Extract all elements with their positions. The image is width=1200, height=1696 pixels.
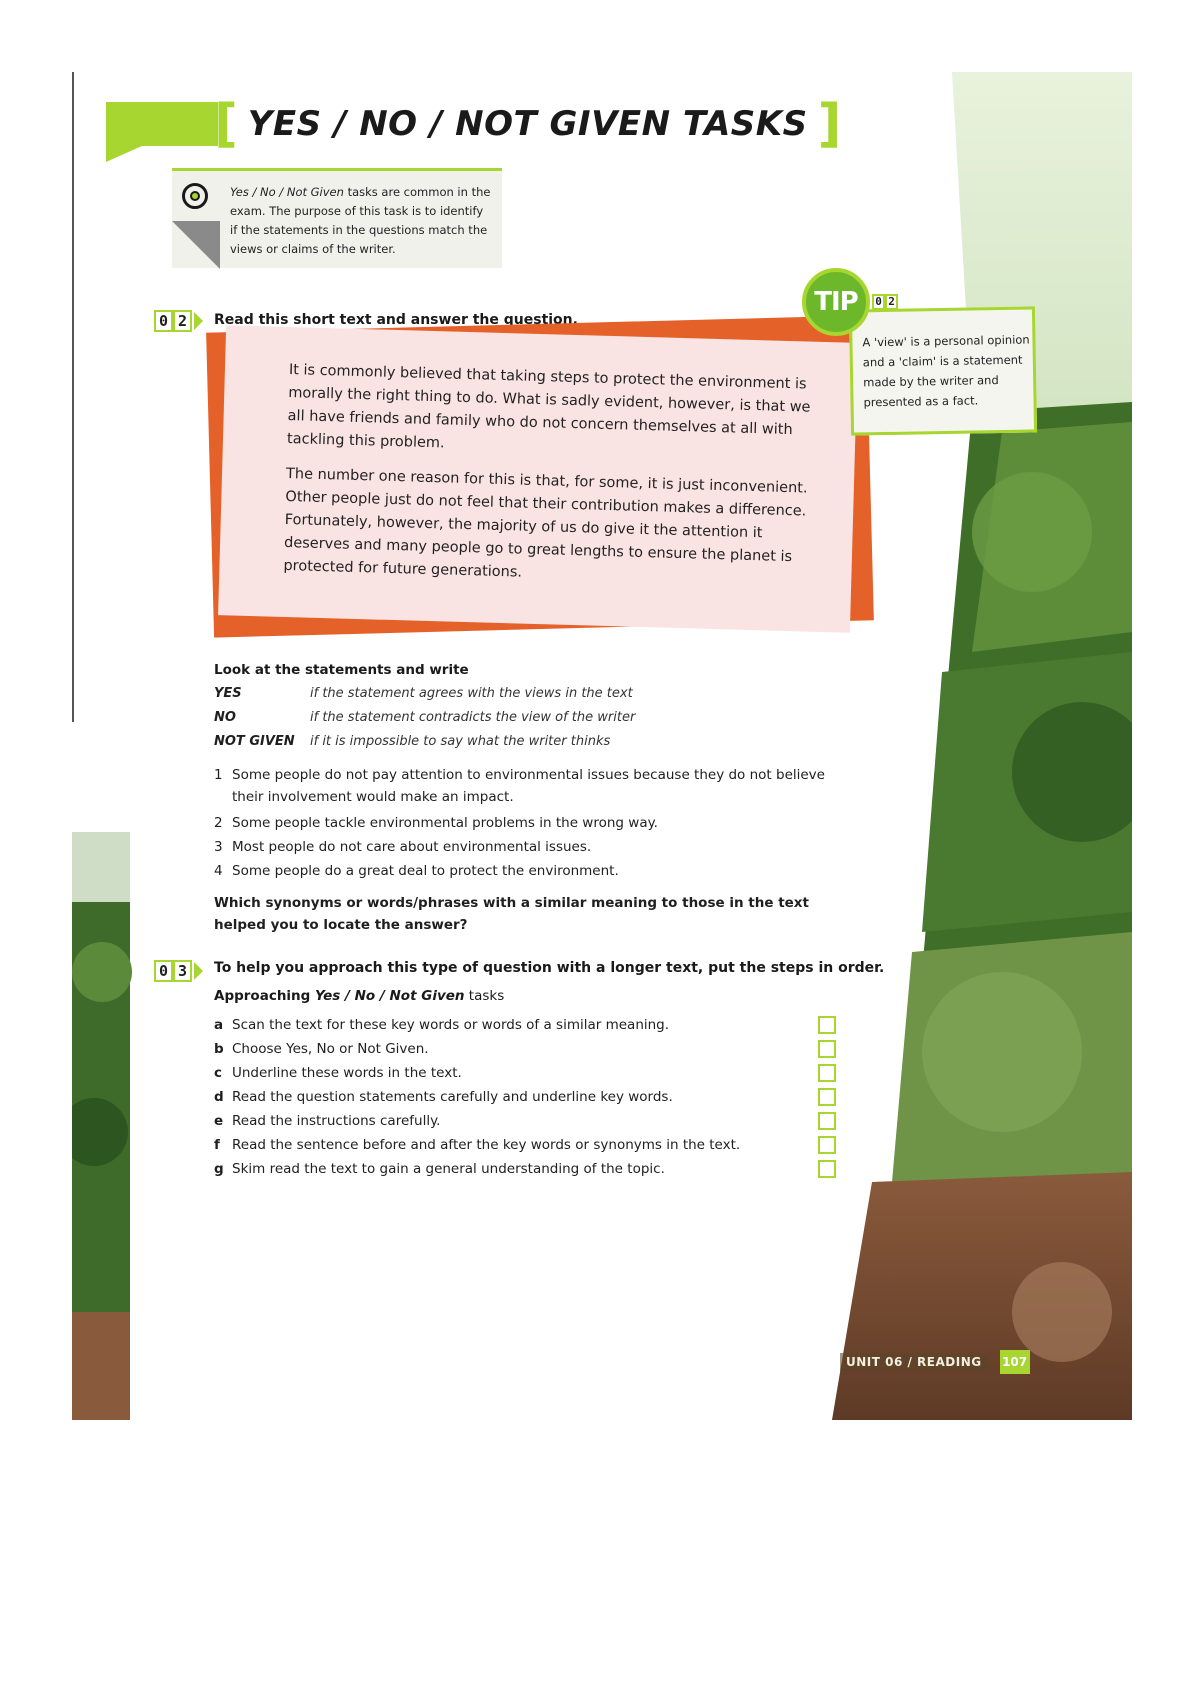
- title-accent-bar: [106, 102, 218, 146]
- statement-item: 4 Some people do a great deal to protect the environment.: [214, 863, 619, 879]
- passage-paragraph: The number one reason for this is that, for some, it is just inconvenient. Other people just do not feel that their contribution makes a difference. Fortunately, however, the majority of us do give it the attention it deserves and many people go to great lengths to ensure the planet is protected for future generations.: [283, 465, 808, 581]
- statement-item: 3 Most people do not care about environmental issues.: [214, 839, 592, 855]
- tip-badge: TIP: [802, 268, 870, 336]
- legend-row: YES if the statement agrees with the views in the text: [214, 686, 633, 701]
- order-answer-box[interactable]: [818, 1040, 836, 1058]
- order-answer-box[interactable]: [818, 1088, 836, 1106]
- tip-box: [849, 306, 1037, 435]
- exercise-number-03: 0 3: [154, 960, 203, 982]
- step-item: b Choose Yes, No or Not Given.: [214, 1041, 429, 1057]
- title-accent-tab: [106, 146, 142, 162]
- tip-number: 0 2: [872, 294, 898, 310]
- step-item: d Read the question statements carefully and underline key words.: [214, 1089, 673, 1105]
- step-item: f Read the sentence before and after the key words or synonyms in the text.: [214, 1137, 741, 1153]
- order-answer-box[interactable]: [818, 1016, 836, 1034]
- legend-row: NOT GIVEN if it is impossible to say what the writer thinks: [214, 734, 611, 749]
- corner-triangle: [172, 221, 220, 269]
- reading-passage: [218, 325, 858, 633]
- statement-item: 1 Some people do not pay attention to environmental issues because they do not believe their involvement would make an impact.: [214, 767, 825, 805]
- synonym-question: Which synonyms or words/phrases with a similar meaning to those in the text helped you to locate the answer?: [214, 895, 809, 933]
- tip-text: A 'view' is a personal opinion and a 'claim' is a statement made by the writer and presented as a fact.: [862, 332, 1030, 410]
- step-item: a Scan the text for these key words or words of a similar meaning.: [214, 1017, 670, 1033]
- step-item: e Read the instructions carefully.: [214, 1113, 441, 1129]
- intro-box: [172, 168, 502, 268]
- steps-heading: Approaching Yes / No / Not Given tasks: [214, 988, 505, 1004]
- step-item: g Skim read the text to gain a general understanding of the topic.: [214, 1161, 665, 1177]
- page-number: 107: [1000, 1350, 1030, 1374]
- title-bracket-open: [: [214, 94, 238, 154]
- exercise-number-02: 0 2: [154, 310, 203, 332]
- statement-item: 2 Some people tackle environmental problems in the wrong way.: [214, 815, 658, 831]
- step-item: c Underline these words in the text.: [214, 1065, 462, 1081]
- unit-label: UNIT 06 / READING: [840, 1353, 988, 1371]
- arrow-icon: [194, 312, 203, 330]
- look-heading: Look at the statements and write: [214, 662, 469, 678]
- order-answer-box[interactable]: [818, 1136, 836, 1154]
- legend-row: NO if the statement contradicts the view of the writer: [214, 710, 636, 725]
- intro-text: Yes / No / Not Given tasks are common in the exam. The purpose of this task is to identify if the statements in the questions match the views or claims of the writer.: [230, 185, 491, 256]
- title-bracket-close: ]: [817, 94, 842, 154]
- arrow-icon: [194, 962, 203, 980]
- page-title: [214, 96, 841, 152]
- exercise-02-instruction: Read this short text and answer the question.: [214, 312, 578, 328]
- passage-paragraph: It is commonly believed that taking steps to protect the environment is morally the right thing to do. What is sadly evident, however, is that we all have friends and family who do not concern themselves at all with tackling this problem.: [286, 362, 811, 452]
- textbook-page: [72, 72, 1132, 1420]
- title-text: YES / NO / NOT GIVEN TASKS: [247, 104, 808, 144]
- order-answer-box[interactable]: [818, 1160, 836, 1178]
- order-answer-box[interactable]: [818, 1112, 836, 1130]
- order-answer-box[interactable]: [818, 1064, 836, 1082]
- page-footer: [840, 1350, 1030, 1374]
- exercise-03-instruction: To help you approach this type of question with a longer text, put the steps in order.: [214, 960, 885, 976]
- target-icon: [182, 183, 208, 209]
